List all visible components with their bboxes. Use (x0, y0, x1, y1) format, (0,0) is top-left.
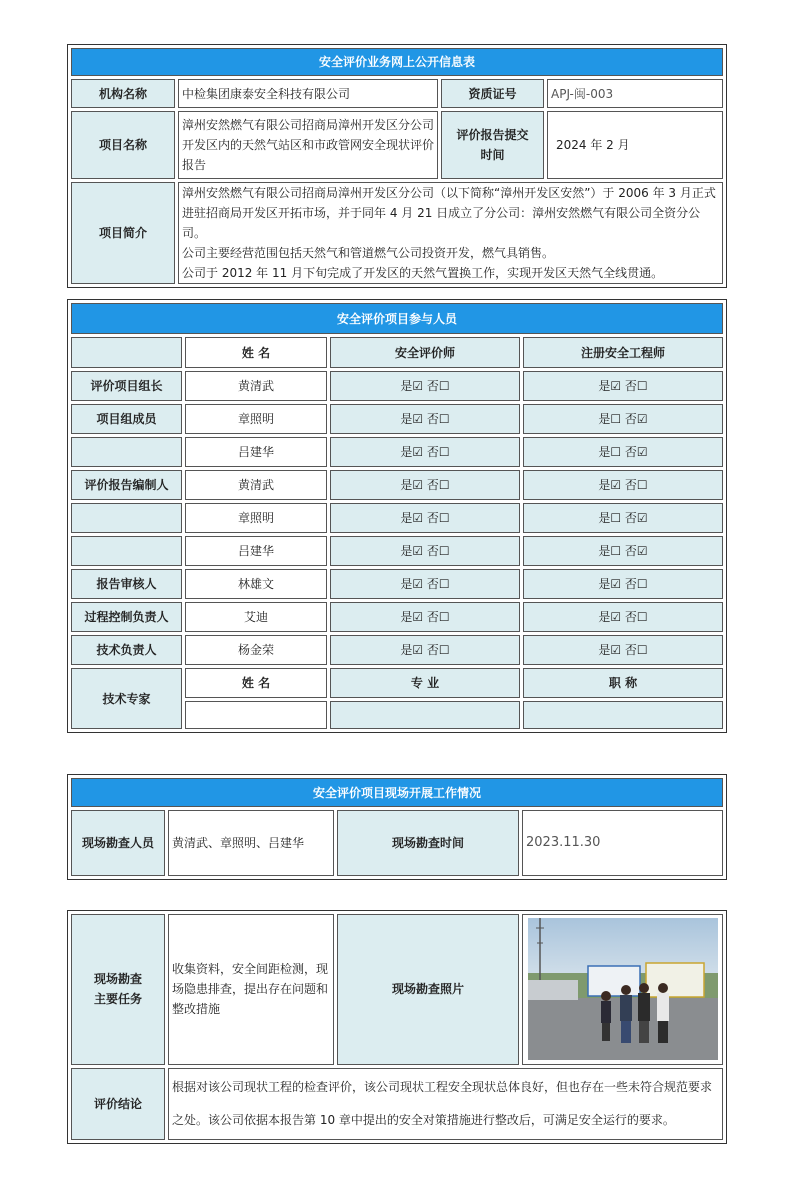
task-value: 收集资料，安全间距检测，现场隐患排查，提出存在问题和整改措施 (168, 914, 334, 1065)
expert-label: 技术专家 (71, 668, 182, 729)
name-cell: 艾迪 (185, 602, 327, 632)
evaluator-check: 是☑ 否☐ (330, 503, 520, 533)
intro-label: 项目简介 (71, 182, 175, 284)
evaluator-check: 是☑ 否☐ (330, 536, 520, 566)
conclusion-label: 评价结论 (71, 1068, 165, 1140)
role-cell: 评价报告编制人 (71, 470, 182, 500)
personnel-table (67, 299, 727, 733)
expert-col-major: 专 业 (330, 668, 520, 698)
table-row (71, 503, 723, 533)
report-time-label: 评价报告提交时间 (441, 111, 544, 179)
survey-staff-label: 现场勘查人员 (71, 810, 165, 876)
role-cell (71, 503, 182, 533)
col-name: 姓 名 (185, 337, 327, 368)
table-row (71, 470, 723, 500)
role-cell: 报告审核人 (71, 569, 182, 599)
survey-task-table (67, 910, 727, 1144)
name-cell: 黄清武 (185, 470, 327, 500)
report-time-value: 2024 年 2 月 (547, 111, 723, 179)
col-evaluator: 安全评价师 (330, 337, 520, 368)
table-row (71, 569, 723, 599)
role-cell: 过程控制负责人 (71, 602, 182, 632)
public-info-table (67, 44, 727, 288)
cert-value: APJ-闽-003 (547, 79, 723, 108)
survey-time-label: 现场勘查时间 (337, 810, 519, 876)
intro-line: 漳州安然燃气有限公司招商局漳州开发区分公司（以下简称“漳州开发区安然”）于 2006 年 3 月正式进驻招商局开发区开拓市场，并于同年 4 月 21 日成立了分公司：漳州安然燃气有限公司全资分公司。 (182, 186, 716, 240)
intro-line: 公司于 2012 年 11 月下旬完成了开发区的天然气置换工作，实现开发区天然气全线贯通。 (182, 266, 664, 280)
engineer-check: 是☑ 否☐ (523, 635, 723, 665)
project-value: 漳州安然燃气有限公司招商局漳州开发区分公司开发区内的天然气站区和市政管网安全现状评价报告 (178, 111, 438, 179)
site-survey-photo (528, 918, 718, 1060)
task-label: 现场勘查主要任务 (71, 914, 165, 1065)
intro-value (178, 182, 723, 284)
evaluator-check: 是☑ 否☐ (330, 437, 520, 467)
evaluator-check: 是☑ 否☐ (330, 635, 520, 665)
expert-title-cell (523, 701, 723, 729)
table-row (71, 602, 723, 632)
name-cell: 章照明 (185, 404, 327, 434)
engineer-check: 是☑ 否☐ (523, 602, 723, 632)
engineer-check: 是☑ 否☐ (523, 569, 723, 599)
evaluator-check: 是☑ 否☐ (330, 470, 520, 500)
name-cell: 吕建华 (185, 437, 327, 467)
engineer-check: 是☑ 否☐ (523, 371, 723, 401)
role-cell (71, 437, 182, 467)
role-cell (71, 536, 182, 566)
expert-col-name: 姓 名 (185, 668, 327, 698)
header-empty-cell (71, 337, 182, 368)
project-label: 项目名称 (71, 111, 175, 179)
evaluator-check: 是☑ 否☐ (330, 569, 520, 599)
engineer-check: 是☑ 否☐ (523, 470, 723, 500)
table-row (71, 635, 723, 665)
table-title: 安全评价项目参与人员 (71, 303, 723, 334)
cert-label: 资质证号 (441, 79, 544, 108)
photo-label: 现场勘查照片 (337, 914, 519, 1065)
role-cell: 项目组成员 (71, 404, 182, 434)
name-cell: 林雄文 (185, 569, 327, 599)
role-cell: 评价项目组长 (71, 371, 182, 401)
table-title: 安全评价业务网上公开信息表 (71, 48, 723, 76)
table-row (71, 536, 723, 566)
expert-col-title: 职 称 (523, 668, 723, 698)
engineer-check: 是☐ 否☑ (523, 536, 723, 566)
conclusion-value: 根据对该公司现状工程的检查评价，该公司现状工程安全现状总体良好，但也存在一些未符合规范要求之处。该公司依据本报告第 10 章中提出的安全对策措施进行整改后，可满足安全运行的要求。 (168, 1068, 723, 1140)
name-cell: 吕建华 (185, 536, 327, 566)
table-row (71, 371, 723, 401)
engineer-check: 是☐ 否☑ (523, 503, 723, 533)
survey-staff-value: 黄清武、章照明、吕建华 (168, 810, 334, 876)
org-label: 机构名称 (71, 79, 175, 108)
name-cell: 章照明 (185, 503, 327, 533)
evaluator-check: 是☑ 否☐ (330, 602, 520, 632)
role-cell: 技术负责人 (71, 635, 182, 665)
engineer-check: 是☐ 否☑ (523, 404, 723, 434)
table-row (71, 437, 723, 467)
expert-name-cell (185, 701, 327, 729)
col-engineer: 注册安全工程师 (523, 337, 723, 368)
org-value: 中检集团康泰安全科技有限公司 (178, 79, 438, 108)
engineer-check: 是☐ 否☑ (523, 437, 723, 467)
name-cell: 杨金荣 (185, 635, 327, 665)
table-row (71, 404, 723, 434)
intro-line: 公司主要经营范围包括天然气和管道燃气公司投资开发，燃气具销售。 (182, 246, 555, 260)
survey-time-value: 2023.11.30 (522, 810, 723, 876)
field-work-table (67, 774, 727, 880)
table-title: 安全评价项目现场开展工作情况 (71, 778, 723, 807)
expert-major-cell (330, 701, 520, 729)
name-cell: 黄清武 (185, 371, 327, 401)
evaluator-check: 是☑ 否☐ (330, 371, 520, 401)
photo-cell (522, 914, 723, 1065)
personnel-rows (71, 371, 723, 665)
evaluator-check: 是☑ 否☐ (330, 404, 520, 434)
